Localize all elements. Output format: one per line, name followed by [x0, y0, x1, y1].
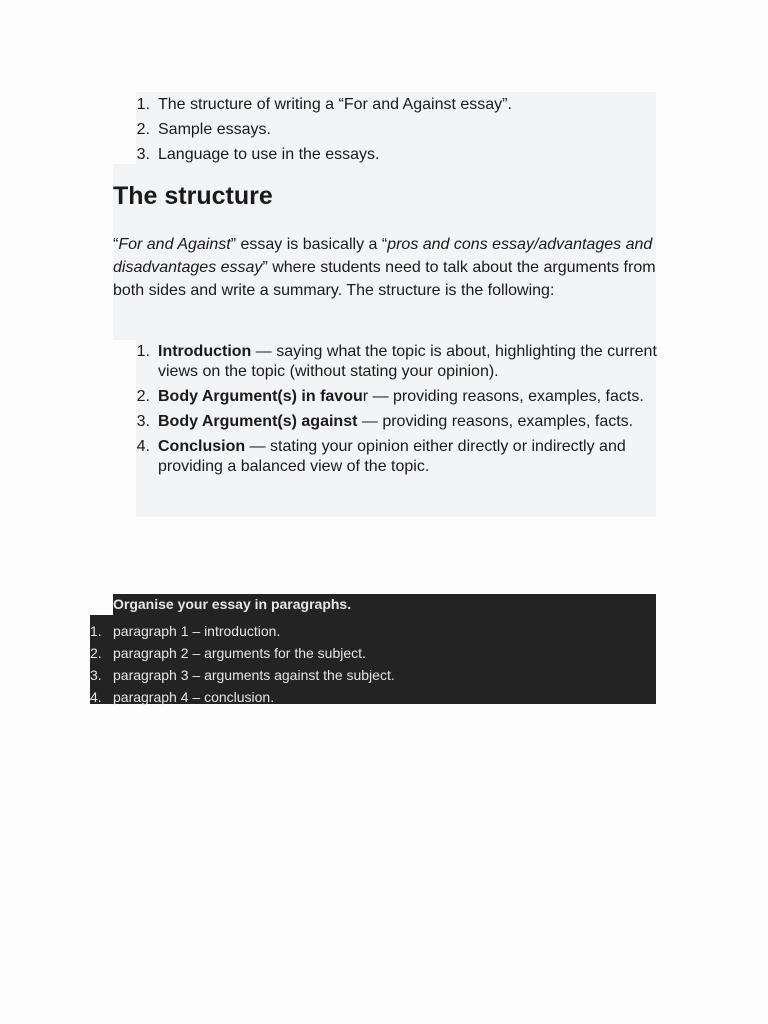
list-item-text: — saying what the topic is about, highlighting the current views on the topic (without stating your opinion).: [158, 343, 657, 380]
list-number: 3.: [90, 667, 102, 683]
list-item-term: Conclusion: [158, 438, 246, 455]
intro-text: ” essay is basically a “: [230, 236, 388, 253]
list-number: 4.: [90, 689, 102, 705]
list-number: 3.: [136, 413, 150, 430]
list-number: 3.: [136, 146, 150, 163]
list-item-text: The structure of writing a “For and Against essay”.: [158, 96, 512, 113]
list-item-term: Introduction: [158, 343, 252, 360]
list-number: 2.: [90, 645, 102, 661]
list-item-term-rest: r: [362, 388, 369, 405]
list-number: 1.: [136, 96, 150, 113]
contents-list: [113, 92, 512, 167]
list-item: [113, 142, 512, 167]
list-item: [113, 437, 658, 477]
intro-paragraph: [113, 233, 658, 302]
list-number: 4.: [136, 438, 150, 455]
section-heading: The structure: [113, 182, 273, 210]
intro-text-rest: ” where students need to talk about the arguments from both sides and write a summary. The structure is the following:: [113, 259, 656, 299]
list-item-term: Body Argument(s) against: [158, 413, 358, 430]
list-item: [113, 342, 658, 382]
list-item: [113, 92, 512, 117]
box-corner-cutout: [90, 594, 113, 615]
list-item: [90, 642, 395, 664]
list-item: [113, 117, 512, 142]
list-item-text: — providing reasons, examples, facts.: [357, 413, 634, 430]
list-item: [113, 387, 658, 407]
list-item-text: — providing reasons, examples, facts.: [368, 388, 644, 405]
list-number: 2.: [136, 121, 150, 138]
intro-emphasis-pros-cons: pros and cons essay/advantages and disadvantages essay: [113, 236, 653, 276]
list-item-text: paragraph 1 – introduction.: [113, 623, 281, 639]
list-item: [113, 412, 658, 432]
paragraphs-box-title: Organise your essay in paragraphs.: [113, 596, 352, 612]
intro-emphasis-for-against: For and Against: [118, 236, 231, 253]
list-item: [90, 620, 395, 642]
list-number: 1.: [90, 623, 102, 639]
list-item-text: Language to use in the essays.: [158, 146, 380, 163]
paragraphs-box: [90, 594, 656, 704]
list-item: [90, 664, 395, 686]
paragraphs-list: [90, 620, 395, 708]
list-item-text: paragraph 3 – arguments against the subject.: [113, 667, 395, 683]
list-item: [90, 686, 395, 708]
intro-quote-open: “: [113, 236, 119, 253]
list-item-text: paragraph 2 – arguments for the subject.: [113, 645, 366, 661]
structure-list: [113, 342, 658, 482]
list-item-text: — stating your opinion either directly or indirectly and providing a balanced view of the topic.: [158, 438, 626, 475]
list-number: 1.: [136, 343, 150, 360]
list-item-text: Sample essays.: [158, 121, 271, 138]
list-item-text: paragraph 4 – conclusion.: [113, 689, 275, 705]
list-number: 2.: [136, 388, 150, 405]
list-item-term: Body Argument(s) in favou: [158, 388, 363, 405]
